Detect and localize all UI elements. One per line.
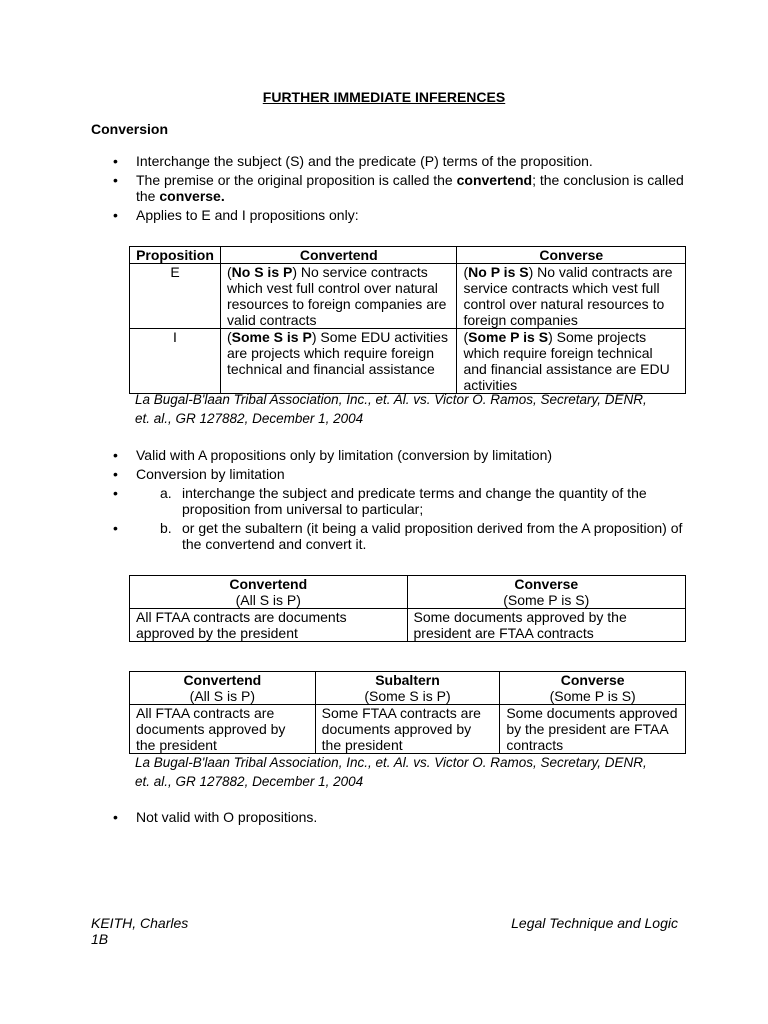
formula: Some S is P [231, 329, 312, 345]
cell-text: ) No valid contracts are service contracts which vest full control over natural resources to foreign companies [463, 264, 673, 328]
header-label: Convertend [229, 576, 308, 592]
page-title: FURTHER IMMEDIATE INFERENCES [262, 89, 506, 105]
header-formula: (Some P is S) [549, 688, 636, 704]
table-cell: I [130, 329, 221, 394]
lettered-list [91, 485, 691, 552]
list-item-text: or get the subaltern (it being a valid proposition derived from the A proposition) of the convertend and convert it. [182, 520, 683, 552]
cell-text: ) No service contracts which vest full control over natural resources to foreign companies are valid contracts [226, 264, 447, 328]
list-item [91, 172, 691, 204]
column-header: Converse [457, 247, 686, 264]
footer-author [91, 915, 188, 947]
list-marker: • b. [160, 520, 172, 536]
citation-case: La Bugal- [135, 755, 193, 770]
column-header [407, 576, 686, 609]
table-header-row [130, 576, 686, 609]
list-item-text: Conversion by limitation [136, 466, 285, 482]
limitation-table [129, 575, 686, 642]
table-cell: (No P is S) No valid contracts are service contracts which vest full control over natural resources to foreign companies [457, 264, 686, 329]
list-item [91, 466, 691, 552]
header-formula: (All S is P) [189, 688, 255, 704]
column-header: Convertend [220, 247, 457, 264]
table-cell: All FTAA contracts are documents approved by the president [130, 609, 408, 642]
header-formula: (All S is P) [235, 592, 301, 608]
table-row [130, 705, 686, 754]
list-item [91, 207, 691, 223]
list-item [91, 520, 691, 552]
cell-text: ) Some EDU activities are projects which require foreign technical and financial assistance [226, 329, 448, 377]
citation-case: La Bugal- [135, 392, 193, 407]
list-item-text: ; the conclusion is called the [136, 172, 684, 204]
table-row [130, 609, 686, 642]
list-item [91, 809, 691, 825]
list-marker: • a. [160, 485, 172, 501]
formula: Some P is S [468, 329, 549, 345]
table-row [130, 329, 686, 394]
list-item-text: interchange the subject and predicate terms and change the quantity of the proposition from universal to particular; [182, 485, 647, 517]
header-label: Converse [560, 672, 625, 688]
table-cell: E [130, 264, 221, 329]
formula: No P is S [468, 264, 529, 280]
citation-parties: B'laan Tribal Association, Inc., et. Al. vs. Victor O. Ramos, Secretary, DENR, [192, 392, 647, 407]
section-heading: Conversion [91, 121, 169, 137]
formula: No S is P [231, 264, 293, 280]
citation-ref: et. al., GR 127882, December 1, 2004 [135, 411, 364, 426]
column-header [130, 576, 408, 609]
cell-text: ) Some projects which require foreign technical and financial assistance are EDU activities [463, 329, 670, 393]
term-convertend: convertend [456, 172, 533, 188]
citation-parties: B'laan Tribal Association, Inc., et. Al. vs. Victor O. Ramos, Secretary, DENR, [192, 755, 647, 770]
bullet-list-limitation [91, 447, 691, 552]
list-item-text: Applies to E and I propositions only: [136, 207, 359, 223]
author-name: KEITH, Charles [91, 915, 189, 931]
table-cell: Some documents approved by the president are FTAA contracts [407, 609, 686, 642]
table-cell: Some FTAA contracts are documents approved by the president [315, 705, 500, 754]
term-converse: converse. [159, 188, 225, 204]
list-item-text: Interchange the subject (S) and the predicate (P) terms of the proposition. [136, 153, 593, 169]
table-cell: (No S is P) No service contracts which vest full control over natural resources to foreign companies are valid contracts [220, 264, 457, 329]
list-item [91, 447, 691, 463]
list-item-text: Valid with A propositions only by limitation (conversion by limitation) [136, 447, 553, 463]
table-cell: All FTAA contracts are documents approved by the president [130, 705, 316, 754]
header-label: Convertend [183, 672, 262, 688]
header-formula: (Some P is S) [503, 592, 590, 608]
list-item-text: The premise or the original proposition is called the [136, 172, 457, 188]
table-cell: (Some P is S) Some projects which require foreign technical and financial assistance are EDU activities [457, 329, 686, 394]
bullet-list-o [91, 809, 691, 825]
citation [135, 755, 647, 790]
author-section: 1B [91, 931, 109, 947]
list-item [91, 153, 691, 169]
table-header-row [130, 672, 686, 705]
bullet-list-intro [91, 153, 691, 223]
list-item [91, 485, 691, 517]
citation [135, 392, 647, 427]
header-label: Subaltern [375, 672, 440, 688]
citation-ref: et. al., GR 127882, December 1, 2004 [135, 774, 364, 789]
column-header: Proposition [130, 247, 221, 264]
header-label: Converse [514, 576, 579, 592]
column-header [315, 672, 500, 705]
table-cell: Some documents approved by the president are FTAA contracts [500, 705, 686, 754]
header-formula: (Some S is P) [364, 688, 451, 704]
table-cell: (Some S is P) Some EDU activities are projects which require foreign technical and financial assistance [220, 329, 457, 394]
footer-course: Legal Technique and Logic [511, 915, 678, 931]
subaltern-table [129, 671, 686, 754]
table-header-row [130, 247, 686, 264]
table-row [130, 264, 686, 329]
list-item-text: Not valid with O propositions. [136, 809, 318, 825]
column-header [500, 672, 686, 705]
column-header [130, 672, 316, 705]
conversion-table [129, 246, 686, 394]
